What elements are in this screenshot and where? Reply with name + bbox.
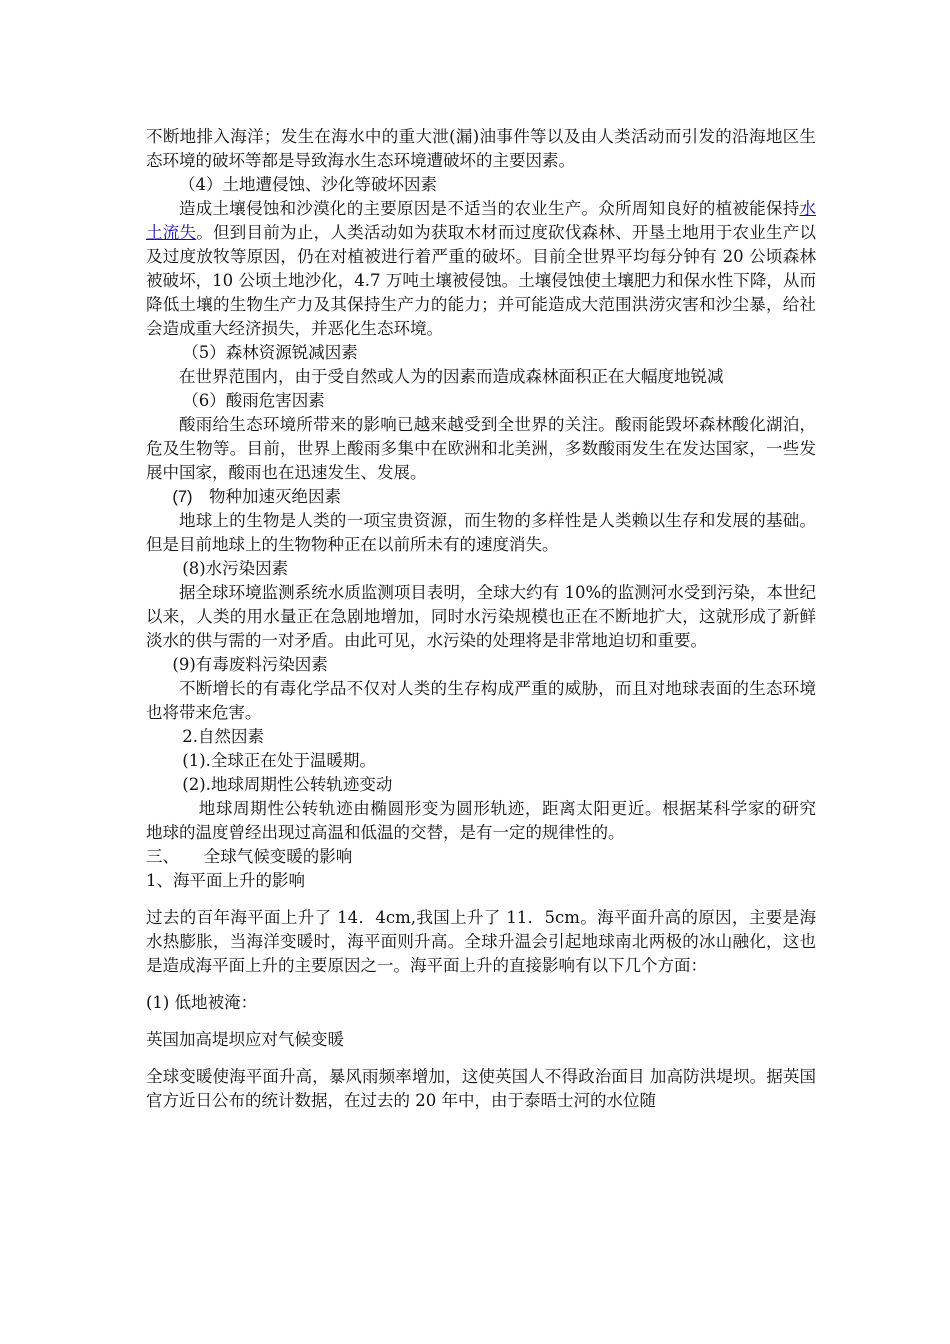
- paragraph-land-erosion-part-1: 造成土壤侵蚀和沙漠化的主要原因是不适当的农业生产。众所周知良好的植被能保持: [179, 199, 800, 218]
- heading-species-extinction: (7) 物种加速灭绝因素: [172, 488, 342, 506]
- document-body: [146, 125, 849, 1113]
- paragraph-land-erosion: [146, 197, 816, 341]
- heading-toxic-waste: (9)有毒废料污染因素: [172, 655, 328, 674]
- paragraph-water-pollution: 据全球环境监测系统水质监测项目表明，全球大约有 10%的监测河水受到污染，本世纪以来，人类的用水量正在急剧地增加，同时水污染规模也正在不断地扩大，这就形成了新鲜淡水的供与需的一对矛盾。由此可见，水污染的处理将是非常地迫切和重要。: [146, 583, 816, 650]
- section-three-title: 三、 全球气候变暖的影响: [146, 847, 353, 866]
- heading-acid-rain: （6）酸雨危害因素: [182, 391, 325, 410]
- paragraph-sea-level: 过去的百年海平面上升了 14．4cm,我国上升了 11．5cm。海平面升高的原因，主要是海水热膨胀，当海洋变暖时，海平面则升高。全球升温会引起地球南北两极的冰山融化，这也是造成海平面上升的主要原因之一。海平面上升的直接影响有以下几个方面：: [146, 908, 816, 975]
- heading-forest-reduction: （5）森林资源锐减因素: [182, 343, 358, 362]
- natural-factor-warm-period: (1).全球正在处于温暖期。: [182, 751, 376, 770]
- uk-dam-title: 英国加高堤坝应对气候变暖: [146, 1030, 344, 1049]
- paragraph-forest-reduction: 在世界范围内，由于受自然或人为的因素而造成森林面积正在大幅度地锐减: [179, 367, 724, 386]
- paragraph-orbit-change: 地球周期性公转轨迹由椭圆形变为圆形轨迹，距离太阳更近。根据某科学家的研究 地球的温度曾经出现过高温和低温的交替，是有一定的规律性的。: [146, 799, 849, 842]
- heading-land-erosion: （4）土地遭侵蚀、沙化等破坏因素: [179, 175, 437, 194]
- heading-water-pollution: (8)水污染因素: [182, 559, 289, 578]
- paragraph-uk-dams: 全球变暖使海平面升高，暴风雨频率增加，这使英国人不得政治面目 加高防洪堤坝。据英国官方近日公布的统计数据，在过去的 20 年中，由于泰晤士河的水位随: [146, 1067, 816, 1110]
- heading-natural-factors: 2.自然因素: [182, 727, 265, 746]
- item-lowland-flooded: (1) 低地被淹：: [146, 993, 258, 1012]
- subsection-sea-level: 1、海平面上升的影响: [146, 871, 305, 890]
- natural-factor-orbit-change: (2).地球周期性公转轨迹变动: [182, 775, 393, 794]
- paragraph-marine-pollution: 不断地排入海洋；发生在海水中的重大泄(漏)油事件等以及由人类活动而引发的沿海地区生态环境的破坏等都是导致海水生态环境遭破坏的主要因素。: [146, 127, 816, 170]
- paragraph-land-erosion-part-2: 。但到目前为止，人类活动如为获取木材而过度砍伐森林、开垦土地用于农业生产以及过度放牧等原因，仍在对植被进行着严重的破坏。目前全世界平均每分钟有 20 公顷森林被破坏，10 公顷土地沙化，4.7 万吨土壤被侵蚀。土壤侵蚀使土壤肥力和保水性下降，从而降低土壤的生物生产力及其保持生产力的能力；并可能造成大范围洪涝灾害和沙尘暴，给社会造成重大经济损失，并恶化生态环境。: [146, 223, 817, 338]
- paragraph-toxic-waste: 不断增长的有毒化学品不仅对人类的生存构成严重的威胁，而且对地球表面的生态环境也将带来危害。: [146, 679, 816, 722]
- paragraph-acid-rain: 酸雨给生态环境所带来的影响已越来越受到全世界的关注。酸雨能毁坏森林酸化湖泊，危及生物等。目前，世界上酸雨多集中在欧洲和北美洲，多数酸雨发生在发达国家，一些发展中国家，酸雨也在迅速发生、发展。: [146, 415, 816, 482]
- soil-erosion-link[interactable]: 水土流失: [146, 199, 816, 242]
- paragraph-species-extinction: 地球上的生物是人类的一项宝贵资源，而生物的多样性是人类赖以生存和发展的基础。但是目前地球上的生物物种正在以前所未有的速度消失。: [146, 511, 816, 554]
